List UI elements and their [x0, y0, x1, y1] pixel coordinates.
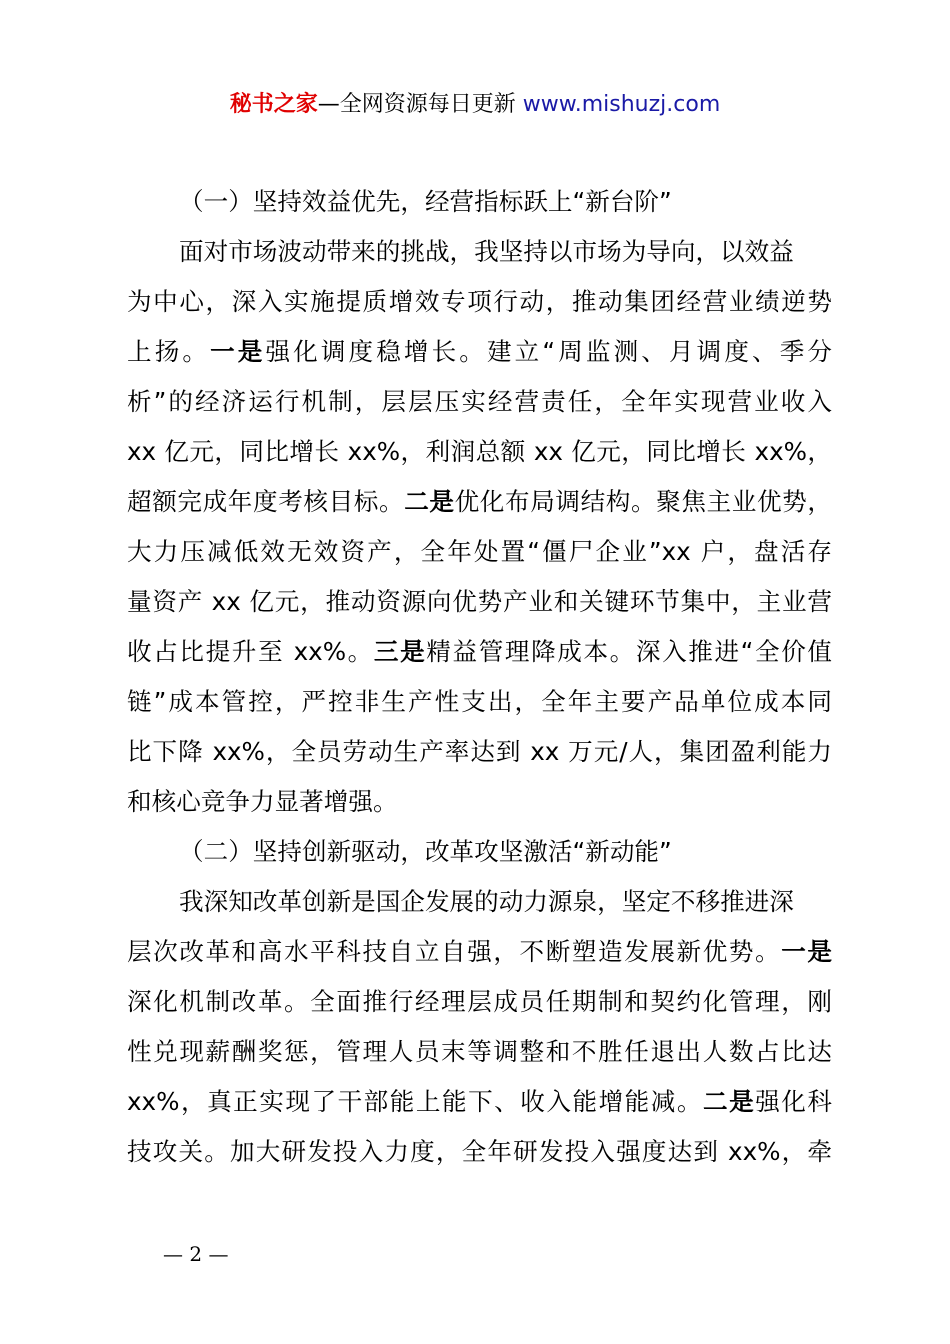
paragraph-line — [127, 927, 832, 977]
text-segment: 超额完成年度考核目标。 — [127, 487, 405, 516]
text-segment: 优化布局调结构。聚焦主业优势， — [454, 487, 832, 516]
paragraph-line — [127, 277, 832, 327]
text-segment: 层次改革和高水平科技自立自强，不断塑造发展新优势。 — [127, 937, 782, 966]
text-segment: 和核心竞争力显著增强。 — [127, 787, 398, 816]
page-number: — 2 — — [163, 1242, 229, 1266]
text-segment: 精益管理降成本。深入推进“全价值 — [426, 637, 832, 666]
site-brand: 秘书之家 — [229, 92, 318, 117]
emphasis-text: 三是 — [373, 637, 427, 666]
paragraph-line — [127, 377, 832, 427]
paragraph-line — [127, 777, 832, 827]
text-segment: （一）坚持效益优先，经营指标跃上“新台阶” — [179, 187, 672, 216]
paragraph-line — [127, 577, 832, 627]
text-segment: 链”成本管控，严控非生产性支出，全年主要产品单位成本同 — [127, 687, 832, 716]
text-segment: xx 亿元，同比增长 xx%，利润总额 xx 亿元，同比增长 xx%， — [127, 437, 832, 466]
text-segment: 比下降 xx%，全员劳动生产率达到 xx 万元/人，集团盈利能力 — [127, 737, 832, 766]
site-header — [0, 88, 950, 122]
text-segment: 析”的经济运行机制，层层压实经营责任，全年实现营业收入 — [127, 387, 832, 416]
paragraph-line — [127, 977, 832, 1027]
text-segment: 面对市场波动带来的挑战，我坚持以市场为导向，以效益 — [179, 237, 794, 266]
paragraph-line — [127, 327, 832, 377]
paragraph-line — [127, 877, 832, 927]
text-segment: 为中心，深入实施提质增效专项行动，推动集团经营业绩逆势 — [127, 287, 832, 316]
site-tagline: —全网资源每日更新 — [317, 92, 516, 117]
text-segment: 收占比提升至 xx%。 — [127, 637, 374, 666]
paragraph-line — [127, 1077, 832, 1127]
site-url-link[interactable]: www.mishuzj.com — [522, 92, 721, 117]
paragraph-line — [127, 477, 832, 527]
text-segment: 我深知改革创新是国企发展的动力源泉，坚定不移推进深 — [179, 887, 794, 916]
emphasis-text: 二是 — [404, 487, 455, 516]
emphasis-text: 一是 — [210, 337, 266, 366]
paragraph-line — [127, 627, 832, 677]
text-segment: 强化调度稳增长。建立“周监测、月调度、季分 — [265, 337, 832, 366]
section-heading-2 — [127, 827, 832, 877]
emphasis-text: 二是 — [702, 1087, 756, 1116]
text-segment: 深化机制改革。全面推行经理层成员任期制和契约化管理，刚 — [127, 987, 832, 1016]
text-segment: 技攻关。加大研发投入力度，全年研发投入强度达到 xx%，牵 — [127, 1137, 832, 1166]
document-body — [127, 177, 832, 1177]
paragraph-line — [127, 527, 832, 577]
text-segment: 强化科 — [755, 1087, 832, 1116]
paragraph-line — [127, 227, 832, 277]
text-segment: （二）坚持创新驱动，改革攻坚激活“新动能” — [179, 837, 672, 866]
text-segment: 大力压减低效无效资产，全年处置“僵尸企业”xx 户，盘活存 — [127, 537, 832, 566]
emphasis-text: 一是 — [781, 937, 832, 966]
paragraph-line — [127, 427, 832, 477]
text-segment: xx%，真正实现了干部能上能下、收入能增能减。 — [127, 1087, 703, 1116]
paragraph-line — [127, 1127, 832, 1177]
paragraph-line — [127, 677, 832, 727]
text-segment: 量资产 xx 亿元，推动资源向优势产业和关键环节集中，主业营 — [127, 587, 832, 616]
text-segment: 性兑现薪酬奖惩，管理人员末等调整和不胜任退出人数占比达 — [127, 1037, 832, 1066]
paragraph-line — [127, 1027, 832, 1077]
paragraph-line — [127, 727, 832, 777]
text-segment: 上扬。 — [127, 337, 211, 366]
section-heading-1 — [127, 177, 832, 227]
